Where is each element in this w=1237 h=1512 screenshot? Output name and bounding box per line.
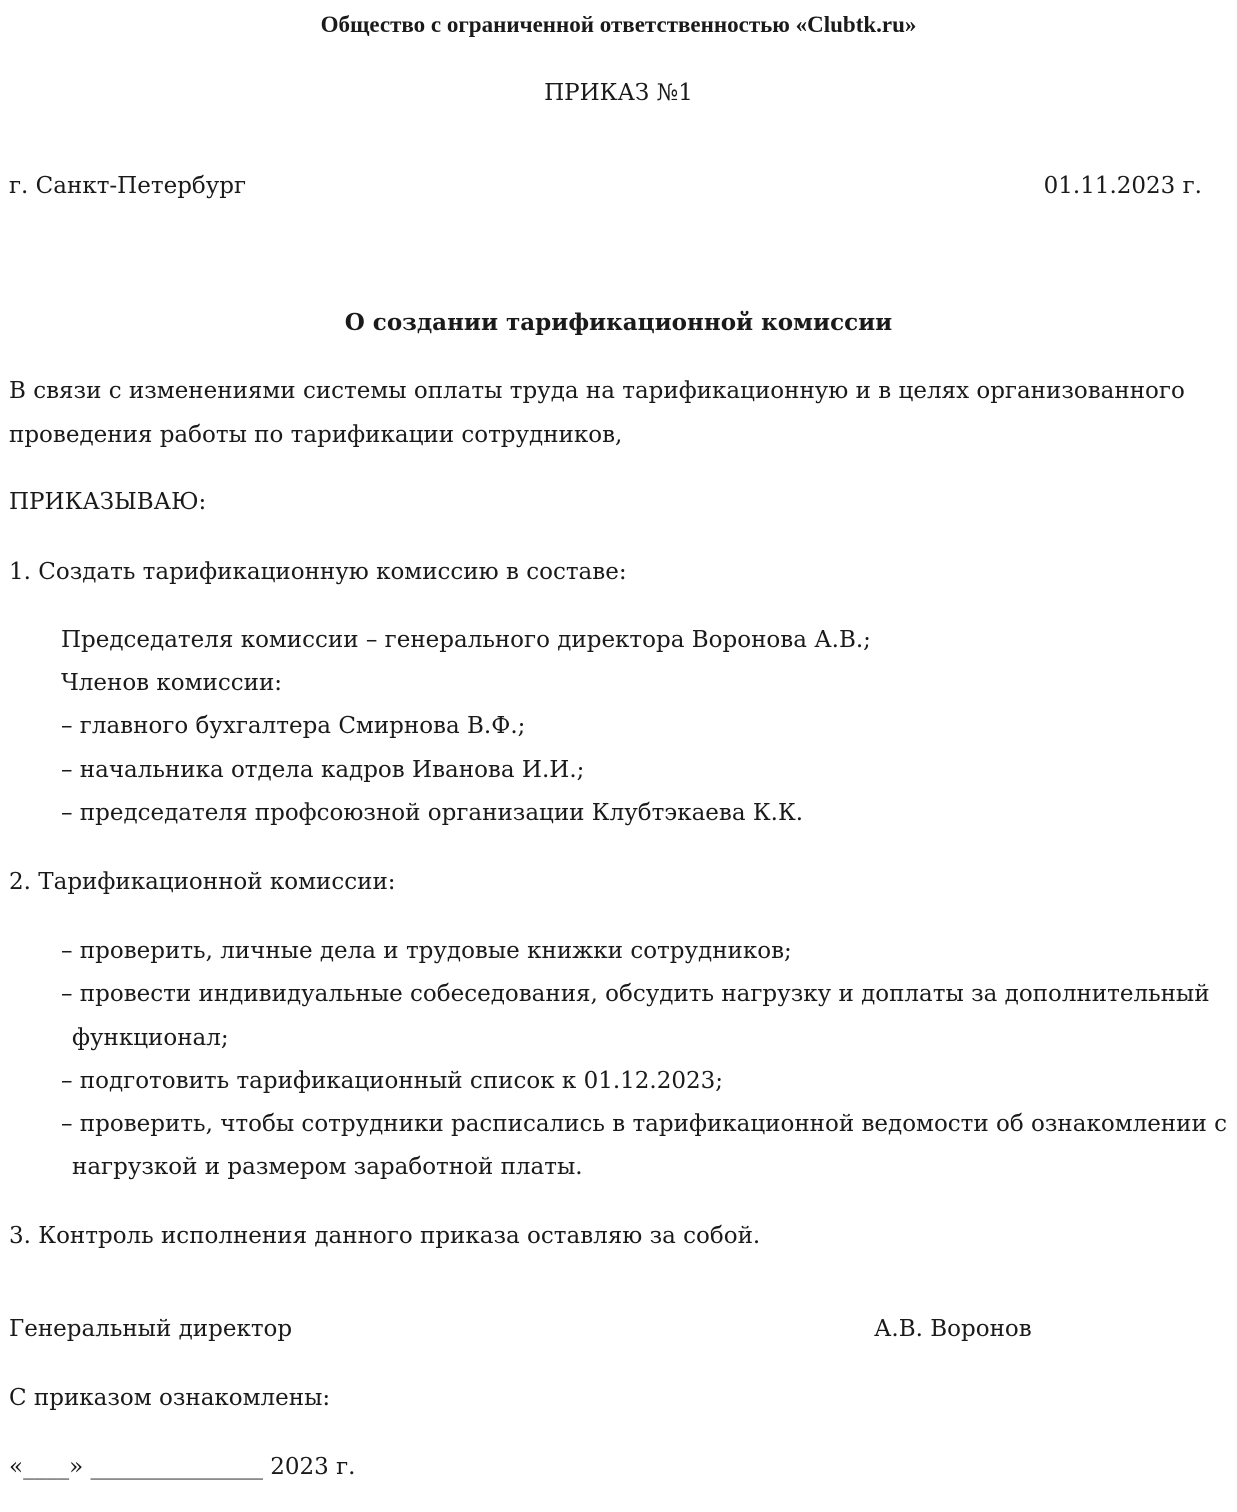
acknowledgement-label: С приказом ознакомлены: xyxy=(9,1385,331,1411)
commission-member: – главного бухгалтера Смирнова В.Ф.; xyxy=(61,713,526,739)
item-1 xyxy=(9,557,627,587)
item-1-text: Создать тарификационную комиссию в составе: xyxy=(38,559,627,585)
organization-name: Общество с ограниченной ответственностью «Clubtk.ru» xyxy=(320,12,917,37)
item-3-text: Контроль исполнения данного приказа оставляю за собой. xyxy=(38,1223,761,1249)
commission-member: – начальника отдела кадров Иванова И.И.; xyxy=(61,757,585,783)
commission-task-continuation: функционал; xyxy=(72,1025,229,1051)
commission-task: – провести индивидуальные собеседования, обсудить нагрузку и доплаты за дополнительный xyxy=(61,981,1210,1007)
commission-task: – проверить, личные дела и трудовые книжки сотрудников; xyxy=(61,938,792,964)
item-3 xyxy=(9,1221,760,1251)
commission-task-continuation: нагрузкой и размером заработной платы. xyxy=(72,1154,583,1180)
order-date: 01.11.2023 г. xyxy=(1043,173,1202,199)
acknowledgement-date-line: «____» _______________ 2023 г. xyxy=(9,1454,356,1480)
item-1-number: 1. xyxy=(9,559,31,585)
preamble-line-2: проведения работы по тарификации сотрудников, xyxy=(9,422,623,448)
item-2 xyxy=(9,867,396,897)
commission-task: – подготовить тарификационный список к 01.12.2023; xyxy=(61,1068,724,1094)
preamble-line-1: В связи с изменениями системы оплаты труда на тарификационную и в целях организованного xyxy=(9,378,1185,404)
item-3-number: 3. xyxy=(9,1223,31,1249)
item-2-text: Тарификационной комиссии: xyxy=(38,869,396,895)
order-title: ПРИКАЗ №1 xyxy=(544,80,693,106)
commission-member: – председателя профсоюзной организации Клубтэкаева К.К. xyxy=(61,800,804,826)
commission-members-label: Членов комиссии: xyxy=(61,670,283,696)
commission-task: – проверить, чтобы сотрудники расписались в тарификационной ведомости об ознакомлении с xyxy=(61,1111,1227,1137)
signature-position: Генеральный директор xyxy=(9,1316,293,1342)
commission-chairman: Председателя комиссии – генерального директора Воронова А.В.; xyxy=(61,627,871,653)
order-subject: О создании тарификационной комиссии xyxy=(344,309,893,336)
signature-name: А.В. Воронов xyxy=(874,1316,1032,1342)
decree-word: ПРИКАЗЫВАЮ: xyxy=(9,489,207,515)
item-2-number: 2. xyxy=(9,869,31,895)
city: г. Санкт-Петербург xyxy=(9,173,247,199)
